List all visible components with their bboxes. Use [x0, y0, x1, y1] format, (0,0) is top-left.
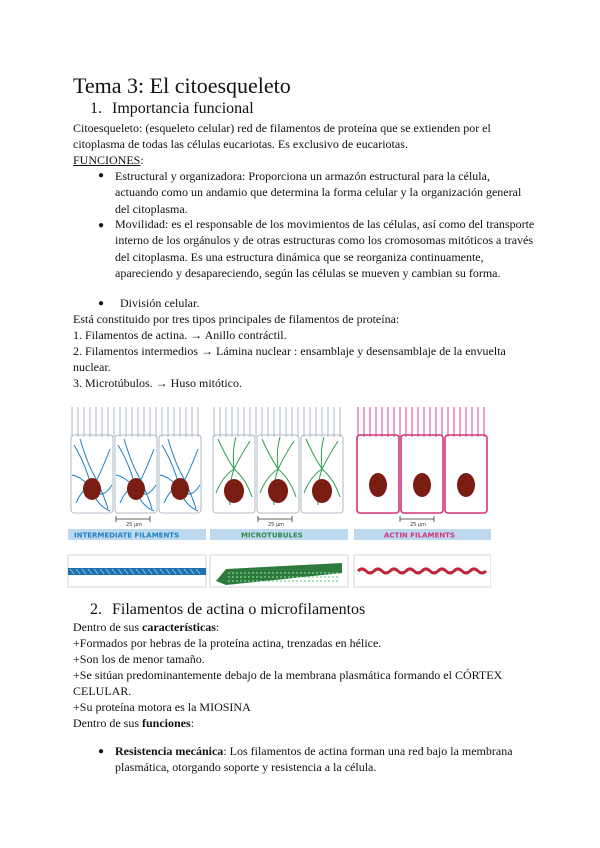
function-resistencia	[115, 743, 535, 776]
section-2-heading	[90, 600, 365, 619]
carac-item-cortex: +Se sitúan predominantemente debajo de la membrana plasmática formando el CÓRTEX CELULAR.	[73, 668, 503, 699]
microtubules-panel	[210, 407, 348, 587]
bullet-dot: ●	[98, 220, 105, 231]
bullet-dot: ●	[98, 170, 105, 181]
funciones-colon: :	[140, 153, 144, 167]
actin-filaments-label: ACTIN FILAMENTS	[384, 531, 455, 540]
tipo-actina: 1. Filamentos de actina. → Anillo contráctil.	[73, 328, 287, 342]
funciones-intro	[73, 715, 533, 731]
page-title: Tema 3: El citoesqueleto	[73, 73, 291, 98]
func-pre: Dentro de sus	[73, 716, 142, 730]
carac-item-miosina: +Su proteína motora es la MIOSINA	[73, 700, 251, 714]
section-1-title: Importancia funcional	[112, 100, 254, 117]
actin-filaments-panel	[354, 407, 491, 587]
cytoskeleton-figure	[66, 405, 491, 590]
carac-post: :	[215, 620, 220, 634]
tipo-microtubulos: 3. Microtúbulos. → Huso mitótico.	[73, 376, 242, 390]
section-1-heading	[90, 99, 254, 118]
function-item-estructural: Estructural y organizadora: Proporciona un armazón estructural para la célula, actuando como un andamio que determina la forma celular y la organización general del citoplasma.	[115, 169, 522, 216]
scale-label-1: 25 µm	[126, 522, 143, 528]
tipos-intro: Está constituido por tres tipos principales de filamentos de proteína:	[73, 312, 400, 326]
microtubules-label: MICROTUBULES	[241, 531, 303, 540]
func-bold: funciones	[142, 716, 191, 730]
function-item-movilidad: Movilidad: es el responsable de los movimientos de las células, así como del transporte interno de los orgánulos y de otras estructuras como los cromosomas mitóticos a través del citoplasma. Es una estructura dinámica que se reorganiza continuamente, apareciendo y desapareciendo, según las células se mueven y cambian su forma.	[115, 217, 535, 280]
func-post: :	[190, 716, 195, 730]
section-2-number: 2.	[90, 601, 102, 618]
carac-item-tamano: +Son los de menor tamaño.	[73, 652, 205, 666]
carac-item-actina: +Formados por hebras de la proteína actina, trenzadas en hélice.	[73, 636, 382, 650]
bullet-dot: ●	[98, 298, 105, 309]
section-1-number: 1.	[90, 100, 102, 117]
caracteristicas-intro	[73, 619, 533, 635]
intro-paragraph: Citoesqueleto: (esqueleto celular) red de filamentos de proteína que se extienden por el citoplasma de todas las células eucariotas. Es exclusivo de eucariotas.	[73, 121, 491, 152]
funciones-label	[73, 152, 533, 168]
tipo-intermedios: 2. Filamentos intermedios → Lámina nuclear : ensamblaje y desensamblaje de la envuelta nuclear.	[73, 344, 506, 375]
resistencia-bold: Resistencia mecánica	[115, 744, 224, 758]
intermediate-filaments-label: INTERMEDIATE FILAMENTS	[74, 531, 180, 540]
scale-label-3: 25 µm	[410, 522, 427, 528]
scale-label-2: 25 µm	[268, 522, 285, 528]
carac-bold: características	[142, 620, 216, 634]
carac-pre: Dentro de sus	[73, 620, 142, 634]
function-item-division: División celular.	[120, 296, 200, 310]
section-2-title: Filamentos de actina o microfilamentos	[112, 601, 366, 618]
resistencia-text: : Los filamentos de actina forman una red bajo la membrana plasmática, otorgando soporte y resistencia a la célula.	[115, 744, 513, 775]
intermediate-filaments-panel	[68, 407, 206, 587]
bullet-dot: ●	[98, 746, 105, 757]
funciones-label-text: FUNCIONES	[73, 153, 141, 167]
